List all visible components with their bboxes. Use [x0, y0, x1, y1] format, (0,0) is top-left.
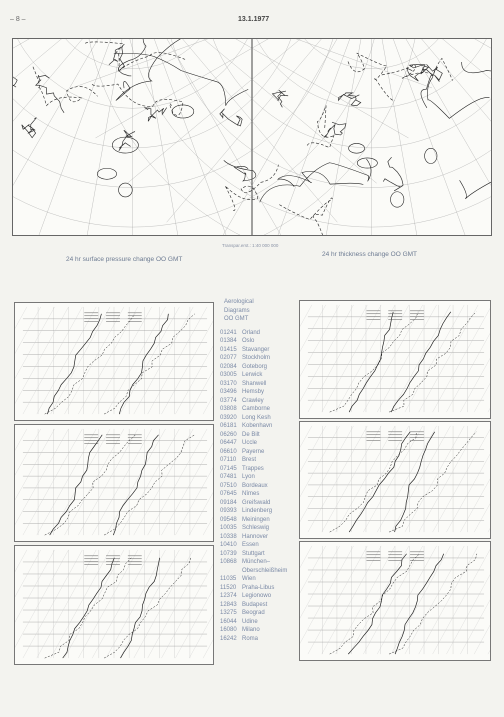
meridian-line: [133, 39, 242, 235]
station-code: 10338: [220, 533, 237, 540]
station-name: Crawley: [242, 397, 264, 404]
station-code: 16044: [220, 618, 237, 625]
station-row: [220, 635, 306, 644]
thickness-change-caption: 24 hr thickness change OO GMT: [322, 251, 418, 258]
aerological-diagram: [299, 300, 491, 419]
station-name: Budapest: [242, 601, 268, 608]
station-row: [220, 371, 306, 380]
station-code: 12843: [220, 601, 237, 608]
station-row: [220, 524, 306, 533]
meridian-line: [372, 39, 492, 183]
isotherm-line: [189, 429, 213, 535]
station-row: [220, 414, 306, 423]
isotherm-line: [474, 546, 490, 654]
meridian-line: [13, 39, 132, 183]
meridian-line: [24, 39, 133, 235]
isotherm-line: [488, 426, 490, 532]
isotherm-line: [175, 550, 213, 658]
station-code: 07510: [220, 482, 237, 489]
station-code: 13275: [220, 610, 237, 616]
station-code: 03005: [220, 372, 237, 378]
station-name: Nîmes: [242, 491, 260, 497]
meridian-line: [167, 39, 372, 222]
station-row: [220, 346, 306, 355]
pressure-center: [119, 183, 133, 197]
station-name: Essen: [242, 542, 259, 548]
station-code: 10739: [220, 550, 237, 557]
sounding-profile: [121, 558, 160, 658]
station-row: [220, 431, 306, 440]
station-name: Praha-Libus: [242, 584, 275, 591]
station-name: Roma: [242, 635, 259, 642]
meridian-line: [133, 39, 292, 235]
legend-title-line: Aerological: [224, 299, 254, 305]
station-name: Legionowo: [242, 593, 272, 599]
station-row: [220, 405, 306, 414]
station-row: [220, 380, 306, 389]
parallel-line: [13, 39, 421, 235]
station-code: 06610: [220, 448, 237, 455]
isotherm-line: [203, 429, 213, 535]
weather-map-svg: [13, 39, 491, 235]
station-code: 03496: [220, 389, 237, 395]
station-name: Shanwell: [242, 380, 267, 387]
station-code: 09548: [220, 516, 237, 523]
isotherm-line: [433, 305, 490, 412]
parallel-line: [13, 39, 381, 227]
isoline: [421, 75, 490, 118]
parallel-line: [13, 39, 342, 187]
isotherm-line: [175, 307, 213, 414]
isoline: [462, 60, 491, 83]
isotherm-line: [189, 550, 213, 658]
station-name: Lerwick: [242, 372, 263, 378]
meridian-line: [263, 39, 372, 235]
sounding-profile: [119, 314, 168, 414]
meridian-line: [212, 39, 371, 235]
aerological-diagram: [14, 424, 214, 542]
meridian-line: [133, 39, 338, 222]
station-name: Meiningen: [242, 516, 270, 523]
station-row: [220, 567, 306, 576]
sounding-profile: [63, 558, 115, 658]
station-code: 12374: [220, 593, 237, 599]
station-name: Goteborg: [242, 363, 268, 370]
coastline: [272, 90, 288, 107]
station-name: Long Kesh: [242, 414, 271, 421]
station-name: Beograd: [242, 610, 265, 616]
isotherm-line: [15, 307, 41, 414]
station-name: Greifswald: [242, 499, 271, 506]
station-row: [220, 575, 306, 584]
isotherm-line: [175, 429, 213, 535]
sounding-profile: [391, 312, 451, 412]
station-code: 16242: [220, 635, 237, 642]
isotherm-line: [433, 426, 490, 532]
station-code: 03774: [220, 397, 237, 404]
pressure-center: [112, 137, 138, 153]
station-name: Bordeaux: [242, 482, 268, 489]
isotherm-line: [460, 305, 490, 412]
station-code: 10868: [220, 559, 237, 565]
surface-pressure-change-map: [13, 39, 432, 235]
station-name: Hannover: [242, 533, 269, 540]
meridian-line: [372, 39, 492, 138]
station-name: Lyon: [242, 474, 255, 480]
isotherm-line: [488, 305, 490, 412]
station-row: [220, 473, 306, 482]
station-name: Wien: [242, 576, 256, 582]
sounding-profile: [349, 432, 410, 532]
station-row: [220, 388, 306, 397]
dewpoint-profile: [330, 432, 417, 532]
coastline: [383, 157, 403, 191]
legend-title-line: Diagrams: [224, 307, 250, 314]
isotherm-line: [300, 546, 353, 654]
aerological-diagram: [14, 545, 214, 665]
station-row: [220, 541, 306, 550]
station-row: [220, 439, 306, 448]
station-legend: [220, 298, 306, 643]
pressure-center: [425, 148, 437, 163]
station-name: Kobenhavn: [242, 423, 273, 429]
legend-title: [224, 298, 306, 324]
station-code: 10035: [220, 525, 237, 531]
surface-pressure-caption: 24 hr surface pressure change OO GMT: [66, 256, 183, 263]
page-number: – 8 –: [10, 16, 26, 23]
station-row: [220, 422, 306, 431]
coastline: [324, 122, 346, 137]
station-code: 03920: [220, 414, 237, 421]
station-code: [220, 567, 242, 576]
coastline: [36, 75, 64, 113]
station-name: Oslo: [242, 338, 255, 344]
station-name: De Bilt: [242, 431, 260, 438]
station-row: [220, 626, 306, 635]
pressure-center: [172, 105, 194, 118]
coastline: [22, 118, 37, 138]
isotherm-line: [15, 307, 68, 414]
station-row: [220, 363, 306, 372]
isotherm-line: [15, 429, 41, 535]
station-list: [220, 329, 306, 644]
pressure-center: [391, 192, 404, 207]
station-name: Stavanger: [242, 346, 270, 353]
station-code: 06260: [220, 431, 237, 438]
isotherm-line: [15, 550, 55, 658]
station-code: 10410: [220, 542, 237, 548]
station-row: [220, 456, 306, 465]
station-name: Payerne: [242, 448, 265, 455]
isotherm-line: [15, 550, 68, 658]
isoline: [260, 159, 371, 202]
station-row: [220, 550, 306, 559]
station-code: 07481: [220, 474, 237, 480]
coastline: [220, 109, 242, 126]
isoline: [382, 58, 453, 80]
station-name: Camborne: [242, 406, 271, 412]
dewpoint-profile: [330, 554, 420, 654]
meridian-line: [72, 39, 371, 88]
station-row: [220, 337, 306, 346]
station-code: 11520: [220, 584, 237, 591]
isotherm-line: [300, 305, 353, 412]
isotherm-line: [474, 426, 490, 532]
parallel-line: [162, 39, 491, 187]
station-name: Stuttgart: [242, 550, 265, 557]
meridian-line: [133, 39, 432, 88]
isotherm-line: [460, 546, 490, 654]
isoline: [279, 198, 332, 235]
isotherm-line: [15, 307, 27, 414]
isotherm-line: [15, 307, 55, 414]
parallel-line: [123, 39, 491, 227]
parallel-line: [13, 39, 302, 148]
parallel-line: [13, 39, 262, 108]
station-name: Lindenberg: [242, 508, 273, 514]
meridian-line: [133, 39, 409, 138]
station-code: 01415: [220, 346, 237, 353]
station-code: 02084: [220, 363, 237, 370]
station-row: [220, 354, 306, 363]
station-code: 07645: [220, 491, 237, 497]
station-row: [220, 609, 306, 618]
legend-title-line: OO GMT: [224, 316, 249, 322]
isotherm-line: [162, 429, 213, 535]
aerological-diagram: [299, 421, 491, 539]
station-code: 16080: [220, 627, 237, 633]
station-name: München–: [242, 559, 271, 565]
station-name: Udine: [242, 618, 258, 625]
isotherm-line: [15, 550, 41, 658]
isotherm-line: [15, 429, 27, 535]
station-row: [220, 507, 306, 516]
isotherm-line: [189, 307, 213, 414]
station-code: 09393: [220, 508, 237, 514]
isoline: [307, 105, 334, 147]
thickness-change-map: [72, 39, 491, 235]
sounding-profile: [349, 312, 393, 412]
pressure-center: [357, 158, 377, 168]
station-row: [220, 499, 306, 508]
station-code: 02077: [220, 355, 237, 361]
sounding-profile: [47, 314, 101, 414]
isoline: [224, 160, 256, 181]
isotherm-line: [460, 426, 490, 532]
station-row: [220, 448, 306, 457]
station-code: 09184: [220, 499, 237, 506]
station-code: 06447: [220, 440, 237, 446]
isoline: [278, 171, 363, 187]
isoline: [92, 84, 183, 115]
sounding-profile: [395, 432, 435, 532]
isoline: [114, 53, 248, 105]
meridian-line: [372, 39, 481, 235]
station-name: Trappes: [242, 465, 264, 472]
page-date: 13.1.1977: [238, 16, 270, 23]
dewpoint-profile: [45, 314, 135, 414]
station-row: [220, 584, 306, 593]
meridian-line: [372, 39, 492, 222]
parallel-line: [202, 39, 491, 148]
meridian-line: [133, 39, 377, 183]
station-name: Schleswig: [242, 525, 270, 531]
isotherm-line: [203, 307, 213, 414]
station-row: [220, 482, 306, 491]
station-name: Milano: [242, 627, 260, 633]
station-name: Stockholm: [242, 355, 271, 361]
station-row: [220, 592, 306, 601]
isoline: [116, 39, 190, 101]
isotherm-line: [15, 429, 55, 535]
isotherm-line: [203, 550, 213, 658]
station-row: [220, 601, 306, 610]
aerological-diagram: [299, 541, 491, 661]
isotherm-line: [300, 426, 353, 532]
aerological-diagram: [14, 302, 214, 421]
isotherm-line: [488, 546, 490, 654]
dewpoint-profile: [389, 554, 477, 654]
station-row: [220, 558, 306, 567]
station-row: [220, 465, 306, 474]
isotherm-line: [15, 550, 27, 658]
station-name: Orland: [242, 329, 261, 336]
pressure-center: [349, 143, 365, 153]
station-name: Uccle: [242, 440, 258, 446]
station-code: 01241: [220, 329, 237, 336]
station-code: 07110: [220, 457, 237, 463]
sounding-profile: [395, 554, 444, 654]
isoline: [13, 60, 17, 87]
station-code: 11035: [220, 576, 237, 582]
station-row: [220, 618, 306, 627]
weather-map-panel: [12, 38, 492, 236]
dewpoint-profile: [45, 435, 136, 535]
station-name: Oberschleißheim: [242, 567, 288, 574]
isotherm-line: [474, 305, 490, 412]
station-row: [220, 490, 306, 499]
station-name: Brest: [242, 457, 257, 463]
isotherm-line: [433, 546, 490, 654]
station-code: 03808: [220, 406, 237, 412]
station-row: [220, 329, 306, 338]
station-code: 06181: [220, 423, 237, 429]
station-code: 07145: [220, 465, 237, 472]
station-row: [220, 516, 306, 525]
pressure-center: [97, 168, 116, 179]
station-row: [220, 397, 306, 406]
isotherm-line: [162, 550, 213, 658]
sounding-profile: [113, 435, 158, 535]
station-row: [220, 533, 306, 542]
map-scale-note: Transpar.erst.: 1:40 000 000: [222, 243, 279, 248]
sounding-profile: [50, 435, 103, 535]
sounding-profile: [348, 554, 406, 654]
isoline: [460, 172, 491, 200]
station-code: 01384: [220, 338, 237, 344]
station-code: 03170: [220, 380, 237, 387]
isotherm-line: [162, 307, 213, 414]
station-name: Hemsby: [242, 389, 265, 395]
